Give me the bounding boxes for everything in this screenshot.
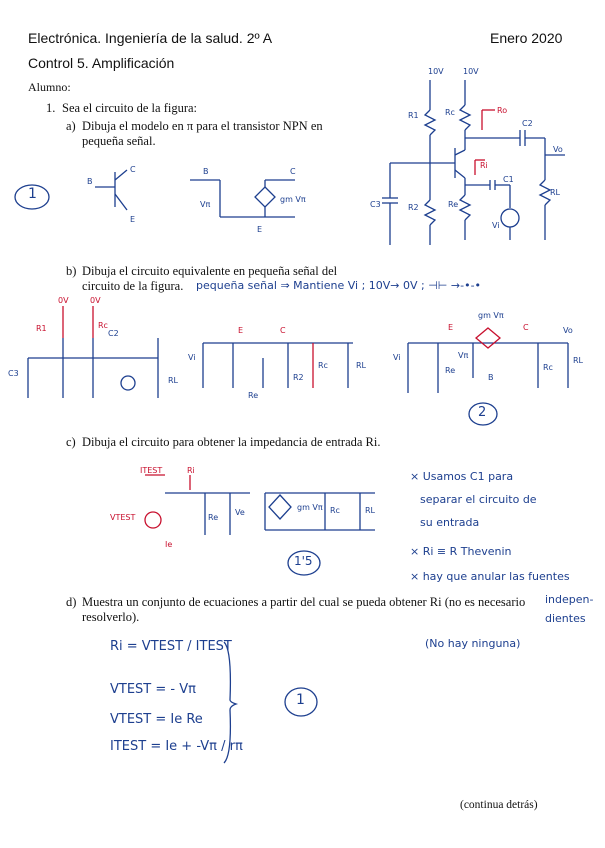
svg-text:C: C [280,326,286,335]
c3-label: C3 [370,200,381,209]
svg-text:C: C [130,165,136,174]
rc-label: Rc [445,108,455,117]
q1a-label: a) [66,119,76,133]
svg-text:Re: Re [248,391,259,400]
c-note-6: indepen- [545,593,594,606]
c-note-4: × Ri ≡ R Thevenin [410,545,512,558]
svg-text:Re: Re [445,366,456,375]
score-d: 1 [296,692,305,708]
equation-3: VTEST = Ie Re [110,712,203,727]
svg-text:RL: RL [168,376,179,385]
svg-text:RL: RL [356,361,367,370]
svg-text:Re: Re [208,513,219,522]
equation-4: ITEST = Ie + -Vπ / rπ [110,739,243,754]
svg-text:E: E [448,323,454,332]
ro-label: Ro [497,106,508,115]
svg-text:RL: RL [573,356,584,365]
svg-text:E: E [130,215,136,224]
score-a: 1 [28,186,37,202]
svg-text:gm Vπ: gm Vπ [280,195,306,204]
q1b-text: Dibuja el circuito equivalente en pequeña señal del circuito de la figura. [82,264,338,293]
student-label: Alumno: [28,80,71,94]
r1-label: R1 [408,111,419,120]
q1d-label: d) [66,595,77,609]
continue-note: (continua detrás) [460,799,538,811]
q1c-label: c) [66,435,76,449]
svg-text:gm Vπ: gm Vπ [297,503,323,512]
c-note-8: (No hay ninguna) [425,637,521,650]
svg-text:gm Vπ: gm Vπ [478,311,504,320]
equation-brace [220,640,240,765]
r2-label: R2 [408,203,419,212]
svg-text:Vo: Vo [563,326,573,335]
svg-text:Vπ: Vπ [200,200,211,209]
svg-text:C3: C3 [8,369,19,378]
c1-label: C1 [503,175,514,184]
score-c: 1'5 [294,554,313,568]
q1b-label: b) [66,264,77,278]
re-label: Re [448,200,459,209]
svg-text:C: C [523,323,529,332]
svg-text:Ie: Ie [165,540,173,549]
vi-label: Vi [492,221,500,230]
svg-text:Rc: Rc [543,363,553,372]
svg-text:Vi: Vi [188,353,196,362]
score-b: 2 [478,405,487,420]
q1a-text: Dibuja el modelo en π para el transistor NPN en pequeña señal. [82,119,323,148]
svg-text:0V: 0V [58,296,69,305]
svg-text:VTEST: VTEST [110,513,136,522]
svg-text:0V: 0V [90,296,101,305]
equation-2: VTEST = - Vπ [110,682,196,697]
q1-intro: Sea el circuito de la figura: [62,101,198,115]
supply2-label: 10V [463,67,479,76]
exam-title: Electrónica. Ingeniería de la salud. 2º A [28,30,273,46]
rl-label: RL [550,188,561,197]
q1d-text: Muestra un conjunto de ecuaciones a partir del cual se pueda obtener Ri (no es necesario resolverlo). [82,595,526,624]
svg-text:Ri: Ri [187,466,195,475]
svg-text:Rc: Rc [330,506,340,515]
q1b-note: pequeña señal ⇒ Mantiene Vi ; 10V→ 0V ; ⊣⊢ →-•-• [196,279,482,292]
q1c-text: Dibuja el circuito para obtener la impedancia de entrada Ri. [82,435,381,449]
svg-text:C: C [290,167,296,176]
svg-text:Vi: Vi [393,353,401,362]
svg-text:Rc: Rc [98,321,108,330]
svg-text:RL: RL [365,506,376,515]
input-impedance-sketch [105,465,390,555]
main-circuit-diagram [370,60,580,270]
svg-text:C2: C2 [108,329,119,338]
c-note-2: separar el circuito de [420,493,537,506]
svg-text:ITEST: ITEST [140,466,163,475]
exam-date: Enero 2020 [490,30,563,46]
small-signal-circuit-sketches [8,298,598,410]
svg-text:Vπ: Vπ [458,351,469,360]
svg-text:Rc: Rc [318,361,328,370]
svg-text:B: B [488,373,494,382]
vo-label: Vo [553,145,563,154]
q1-number: 1. [46,101,56,115]
svg-text:Ve: Ve [235,508,245,517]
c-note-3: su entrada [420,516,480,529]
svg-text:B: B [203,167,209,176]
svg-text:B: B [87,177,93,186]
supply1-label: 10V [428,67,444,76]
exam-subtitle: Control 5. Amplificación [28,55,175,71]
equation-1: Ri = VTEST / ITEST [110,639,232,654]
svg-text:R1: R1 [36,324,47,333]
svg-text:E: E [257,225,263,234]
ri-label: Ri [480,161,488,170]
svg-text:E: E [238,326,244,335]
c2-label: C2 [522,119,533,128]
svg-text:R2: R2 [293,373,304,382]
c-note-1: × Usamos C1 para [410,470,514,483]
c-note-7: dientes [545,612,586,625]
npn-pi-model-sketch [85,162,345,242]
c-note-5: × hay que anular las fuentes [410,570,570,583]
